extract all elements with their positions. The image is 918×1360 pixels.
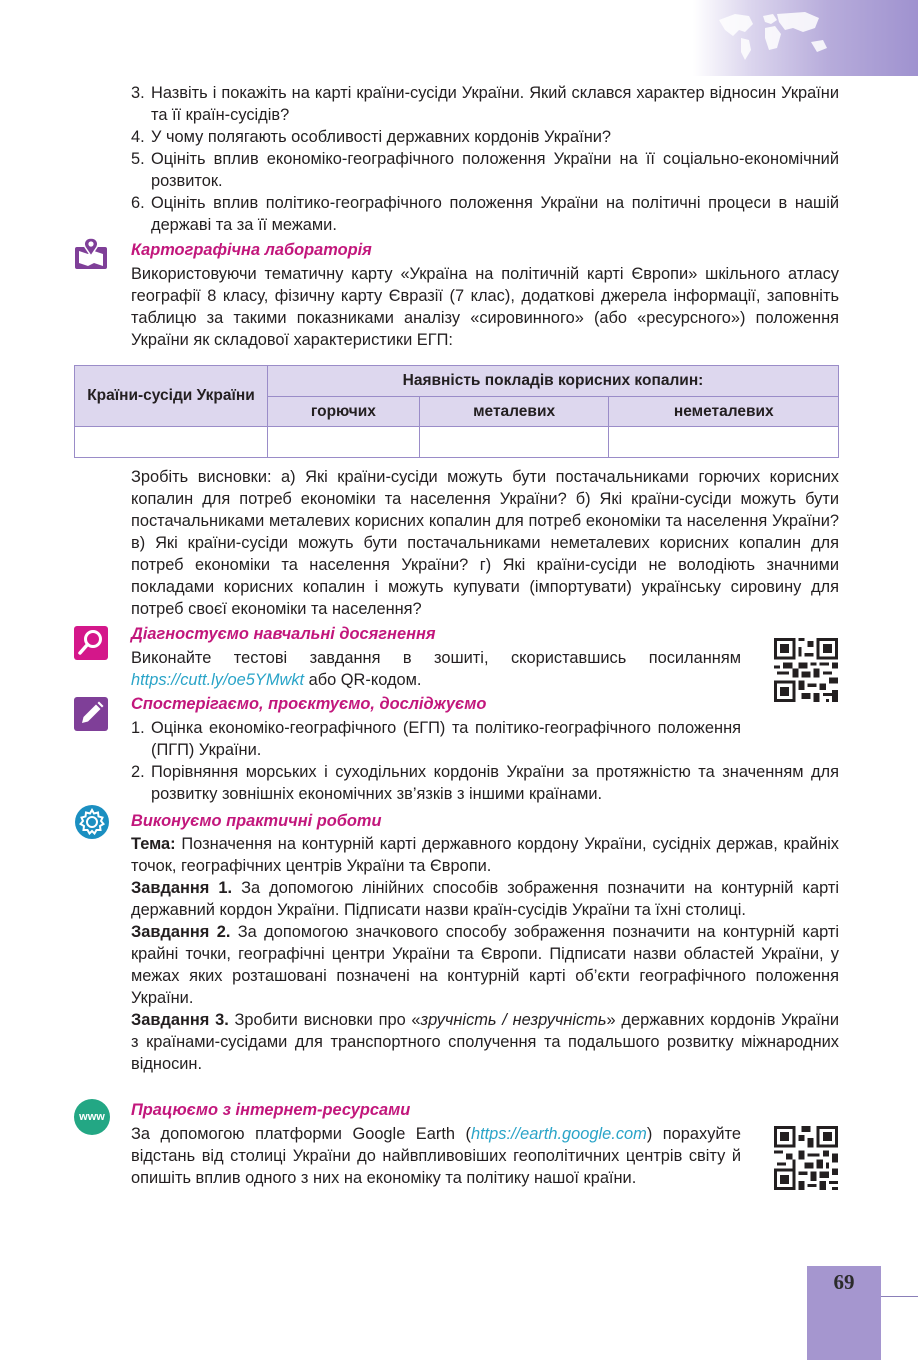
table-cell xyxy=(75,427,268,458)
magnifier-icon xyxy=(74,626,108,660)
practical-task-3: Завдання 3. Зробити висновки про «зручність / незручність» державних кордонів України з країнами-сусідами для транспортного сполучення та подальшого розвитку міжнародних відносин. xyxy=(131,1011,839,1073)
observe-item: 1. Оцінка економіко-географічного (ЕГП) та політико-географічного положення (ПГП) України. xyxy=(131,719,741,759)
table-header-metal: металевих xyxy=(419,397,609,427)
table-header-group: Наявність покладів корисних копалин: xyxy=(268,366,839,397)
question-item: 3. Назвіть і покажіть на карті країни-сусіди України. Який склався характер відносин України та її країн-сусідів? xyxy=(131,84,839,124)
diagnose-link[interactable]: https://cutt.ly/oe5YMwkt xyxy=(131,671,305,689)
qr-code-icon[interactable] xyxy=(774,638,838,702)
internet-title: Працюємо з інтернет-ресурсами xyxy=(131,1101,411,1119)
observe-list xyxy=(131,717,839,805)
question-item: 6. Оцініть вплив політико-географічного положення України на політичні процеси в нашій державі та за її межами. xyxy=(131,194,839,234)
question-item: 5. Оцініть вплив економіко-географічного положення України на її соціально-економічний розвиток. xyxy=(131,150,839,190)
page-number: 69 xyxy=(833,1270,855,1294)
world-map-icon xyxy=(715,6,835,64)
table-cell xyxy=(609,427,839,458)
table-header-fuel: горючих xyxy=(268,397,420,427)
practical-task-2: Завдання 2. За допомогою значкового способу зображення позначити на контурній карті крайні точки, географічні центри України та Європи. Підписати назви областей України, у межах яких розташовані позначені на контурній карті об’єкти географічного положення України. xyxy=(131,923,839,1007)
lab-conclusion: Зробіть висновки: а) Які країни-сусіди можуть бути постачальниками горючих корисних копалин для потреб економіки та населення України? б) Які країни-сусіди можуть бути постачальниками металевих корисних копалин для потреб економіки та населення України? в) Які країни-сусіди можуть бути постачальниками неметалевих корисних копалин для потреб економіки та населення України? г) Які країни-сусіди не володіють значними покладами корисних копалин і можуть купувати (імпортувати) українську сировину для потреб своєї економіки та населення? xyxy=(131,468,839,618)
lab-title: Картографічна лабораторія xyxy=(131,241,372,259)
map-pin-book-icon xyxy=(74,236,108,270)
diagnose-title: Діагностуємо навчальні досягнення xyxy=(131,625,436,643)
pencil-icon xyxy=(74,697,108,731)
internet-text: За допомогою платформи Google Earth (https://earth.google.com) порахуйте відстань від столиці України до найвпливовіших геополітичних центрів світу й опишіть вплив одного з них на економіку та політику нашої країни. xyxy=(131,1125,741,1187)
table-header-countries: Країни-сусіди України xyxy=(75,366,268,427)
gear-icon xyxy=(74,804,110,840)
page-number-box xyxy=(807,1266,881,1360)
practical-task-1: Завдання 1. За допомогою лінійних способів зображення позначити на контурній карті державний кордон України. Підписати назви країн-сусідів України та їхні столиці. xyxy=(131,879,839,919)
diagnose-text: Виконайте тестові завдання в зошиті, скориставшись посиланням https://cutt.ly/oe5YMwkt або QR-кодом. xyxy=(131,649,741,689)
practical-title: Виконуємо практичні роботи xyxy=(131,812,382,830)
questions-list xyxy=(131,82,839,236)
question-item: 4. У чому полягають особливості державних кордонів України? xyxy=(131,128,612,146)
observe-title: Спостерігаємо, проєктуємо, досліджуємо xyxy=(131,695,487,713)
header-banner xyxy=(693,0,918,76)
table-cell xyxy=(268,427,420,458)
lab-intro: Використовуючи тематичну карту «Україна на політичній карті Європи» шкільного атласу географії 8 класу, фізичну карту Євразії (7 клас), додаткові джерела інформації, заповніть таблицю за такими показниками аналізу «сировинного» (або «ресурсного») положення України як складової характеристики ЕГП: xyxy=(131,265,839,349)
table-cell xyxy=(419,427,609,458)
table-header-nonmetal: неметалевих xyxy=(609,397,839,427)
practical-theme: Тема: Позначення на контурній карті державного кордону України, сусідніх держав, крайніх точок, географічних центрів України та Європи. xyxy=(131,835,839,875)
resource-table xyxy=(74,365,839,458)
internet-link[interactable]: https://earth.google.com xyxy=(470,1125,647,1143)
www-icon: www xyxy=(74,1099,110,1135)
observe-item: 2. Порівняння морських і суходільних кордонів України за протяжністю та значенням для розвитку зовнішніх економічних зв’язків з іншими країнами. xyxy=(131,763,839,803)
qr-code-icon[interactable] xyxy=(774,1126,838,1190)
practical-body xyxy=(131,833,839,1075)
